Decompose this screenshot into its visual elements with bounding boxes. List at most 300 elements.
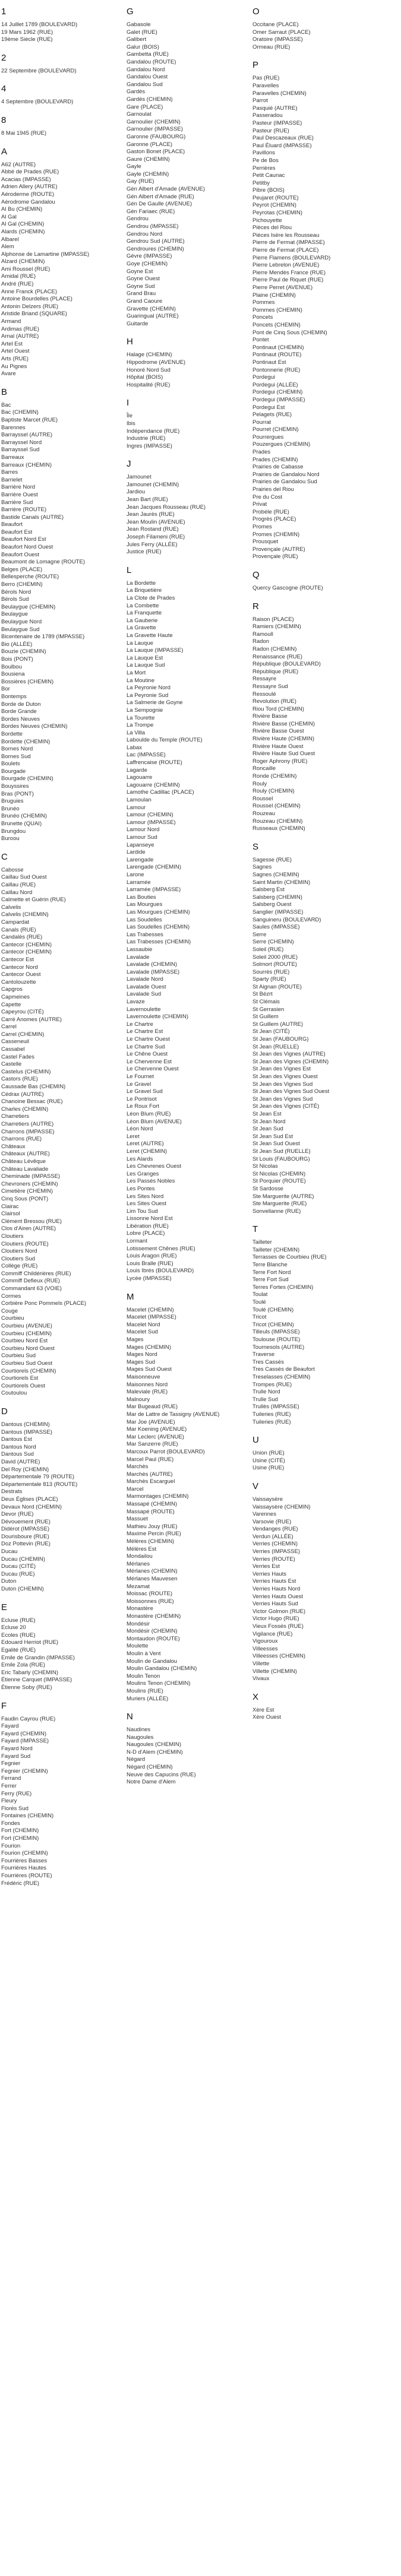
street-entry[interactable]: Courbieu (AVENUE) — [1, 1323, 52, 1330]
street-entry[interactable]: 8 Mai 1945 (RUE) — [1, 129, 47, 137]
street-entry[interactable]: La Peyronie Nord — [127, 685, 170, 692]
street-entry[interactable]: Promes — [252, 524, 272, 530]
street-entry[interactable]: Coutoulou — [1, 1390, 27, 1397]
street-entry[interactable]: Xère Est — [252, 1706, 274, 1713]
street-entry[interactable]: Le Pontrisot — [127, 1095, 157, 1102]
street-entry[interactable]: Sparty (RUE) — [252, 976, 286, 983]
street-entry[interactable]: Tailleter — [252, 1239, 272, 1246]
street-entry[interactable]: Cormes — [1, 1292, 21, 1300]
street-entry[interactable]: Brunéo (CHEMIN) — [1, 813, 48, 820]
street-entry[interactable]: Mar de Lattre de Tassigny (AVENUE) — [127, 1411, 220, 1418]
street-entry[interactable]: Perrières — [252, 164, 276, 172]
street-entry[interactable]: Le Chervenne Ouest — [127, 1066, 179, 1073]
street-entry[interactable]: Beaufort — [1, 521, 23, 528]
street-entry[interactable]: La Lauque — [127, 639, 153, 647]
street-entry[interactable]: Larramée — [127, 879, 151, 886]
street-entry[interactable]: Vigilance (RUE) — [252, 1630, 293, 1637]
street-entry[interactable]: Les Passés Nobles — [127, 1178, 175, 1185]
street-entry[interactable]: Dantous Est — [1, 1436, 32, 1443]
street-entry[interactable]: Verries Hauts — [252, 1570, 287, 1577]
street-entry[interactable]: Indépendance (RUE) — [127, 427, 180, 435]
street-entry[interactable]: Prairies de Gandalou Sud — [252, 479, 317, 486]
street-entry[interactable]: Al Bu (CHEMIN) — [1, 206, 43, 213]
street-entry[interactable]: Pichouyette — [252, 217, 282, 224]
street-entry[interactable]: Grand Brau — [127, 290, 156, 297]
street-entry[interactable]: Trompes (RUE) — [252, 1381, 292, 1388]
street-entry[interactable]: Louis Ibrès (BOULEVARD) — [127, 1268, 194, 1275]
street-entry[interactable]: Négard (CHEMIN) — [127, 1764, 173, 1771]
street-entry[interactable]: Bac (CHEMIN) — [1, 409, 39, 416]
street-entry[interactable]: Edouard Herriot (RUE) — [1, 1639, 59, 1646]
street-entry[interactable]: St Jean des Vignes Sud — [252, 1095, 313, 1102]
street-entry[interactable]: Marcel — [127, 1485, 144, 1493]
street-entry[interactable]: Ramoull — [252, 630, 273, 638]
street-entry[interactable]: St Jean Sud Ouest — [252, 1140, 300, 1148]
street-entry[interactable]: Courbieu Sud Ouest — [1, 1360, 53, 1367]
street-entry[interactable]: Gayle — [127, 163, 141, 170]
street-entry[interactable]: Commandant 63 (VOIE) — [1, 1285, 62, 1292]
street-entry[interactable]: Progrès (PLACE) — [252, 516, 296, 523]
street-entry[interactable]: Moissac (ROUTE) — [127, 1590, 173, 1598]
street-entry[interactable]: André (RUE) — [1, 281, 34, 288]
street-entry[interactable]: Cloutiers Nord — [1, 1248, 37, 1255]
street-entry[interactable]: Verries Hauts Sud — [252, 1601, 298, 1608]
street-entry[interactable]: Duton — [1, 1578, 17, 1585]
street-entry[interactable]: St Jean Sud — [252, 1126, 283, 1133]
street-entry[interactable]: David (AUTRE) — [1, 1458, 40, 1465]
street-entry[interactable]: Hospitalité (RUE) — [127, 381, 170, 388]
street-entry[interactable]: Gendrou (IMPASSE) — [127, 223, 179, 230]
street-entry[interactable]: Mages Sud Ouest — [127, 1366, 172, 1373]
street-entry[interactable]: Cédrax (AUTRE) — [1, 1091, 44, 1098]
street-entry[interactable]: Cimetière (CHEMIN) — [1, 1188, 53, 1195]
street-entry[interactable]: Lavernoulette (CHEMIN) — [127, 1013, 189, 1021]
street-entry[interactable]: Rivière Basse — [252, 713, 288, 720]
street-entry[interactable]: Paul Descazeaux (RUE) — [252, 135, 314, 142]
street-entry[interactable]: Fourrières (ROUTE) — [1, 1872, 52, 1880]
street-entry[interactable]: Courbieu — [1, 1315, 24, 1322]
street-entry[interactable]: Xère Ouest — [252, 1714, 282, 1721]
street-entry[interactable]: Beulaygue Nord — [1, 619, 42, 625]
street-entry[interactable]: La Lauque Est — [127, 654, 163, 661]
street-entry[interactable]: Industrie (RUE) — [127, 435, 166, 442]
street-entry[interactable]: Mar Koening (AVENUE) — [127, 1426, 187, 1433]
street-entry[interactable]: Barrayssel Sud — [1, 446, 40, 454]
street-entry[interactable]: Mages Nord — [127, 1351, 157, 1358]
street-entry[interactable]: La Mort — [127, 669, 146, 676]
street-entry[interactable]: Tres Cassés — [252, 1358, 284, 1365]
street-entry[interactable]: Laffrencaise (ROUTE) — [127, 759, 182, 766]
street-entry[interactable]: Bérols Sud — [1, 596, 29, 603]
street-entry[interactable]: Varsovie (RUE) — [252, 1518, 292, 1525]
street-entry[interactable]: Pas (RUE) — [252, 75, 280, 82]
street-entry[interactable]: Neuve des Capucins (RUE) — [127, 1771, 196, 1778]
street-entry[interactable]: Jardiou — [127, 489, 146, 496]
street-entry[interactable]: Usine (CITÉ) — [252, 1457, 285, 1464]
street-entry[interactable]: Lagouarre (CHEMIN) — [127, 781, 180, 788]
street-entry[interactable]: La Peyronie Sud — [127, 692, 169, 699]
street-entry[interactable]: Verries Hauts Ouest — [252, 1593, 304, 1600]
street-entry[interactable]: Bourgade — [1, 768, 26, 775]
street-entry[interactable]: Plaine (CHEMIN) — [252, 291, 296, 299]
street-entry[interactable]: Lavaze — [127, 999, 145, 1006]
street-entry[interactable]: Moissonnes (RUE) — [127, 1598, 174, 1605]
street-entry[interactable]: Courbieu (CHEMIN) — [1, 1330, 52, 1337]
street-entry[interactable]: Las Trabesses (CHEMIN) — [127, 939, 191, 946]
street-entry[interactable]: Barrielet — [1, 476, 23, 483]
street-entry[interactable]: Cantecor Nord — [1, 964, 38, 971]
street-entry[interactable]: République (BOULEVARD) — [252, 661, 321, 668]
street-entry[interactable]: Monastère (CHEMIN) — [127, 1612, 181, 1620]
street-entry[interactable]: Bordette (CHEMIN) — [1, 738, 50, 745]
street-entry[interactable]: Lavalade Nord — [127, 976, 163, 983]
street-entry[interactable]: Treselasses (CHEMIN) — [252, 1373, 311, 1380]
street-entry[interactable]: Malnoury — [127, 1396, 150, 1403]
street-entry[interactable]: Marchès Escarguel — [127, 1478, 175, 1485]
street-entry[interactable]: Peyrot (CHEMIN) — [252, 202, 296, 209]
street-entry[interactable]: Fondes — [1, 1820, 20, 1827]
street-entry[interactable]: Artel Est — [1, 340, 23, 347]
street-entry[interactable]: Maisonneuve — [127, 1373, 160, 1380]
street-entry[interactable]: Devor (RUE) — [1, 1511, 34, 1518]
street-entry[interactable]: Renaissance (RUE) — [252, 653, 302, 660]
street-entry[interactable]: Lamothe Cadillac (PLACE) — [127, 789, 194, 796]
street-entry[interactable]: Mar Bugeaud (RUE) — [127, 1403, 178, 1411]
street-entry[interactable]: Gén Albert d'Amade (RUE) — [127, 193, 194, 200]
street-entry[interactable]: Lobre (PLACE) — [127, 1230, 165, 1237]
street-entry[interactable]: Carrel (CHEMIN) — [1, 1031, 45, 1038]
street-entry[interactable]: Le Chêne Ouest — [127, 1051, 168, 1058]
street-entry[interactable]: Privat — [252, 501, 267, 508]
street-entry[interactable]: 19ème Siècle (RUE) — [1, 36, 53, 43]
street-entry[interactable]: Pasquié (AUTRE) — [252, 104, 298, 112]
street-entry[interactable]: Caillau Sud Ouest — [1, 874, 47, 881]
street-entry[interactable]: Prairies del Riou — [252, 486, 294, 493]
street-entry[interactable]: Ste Marguerite (AUTRE) — [252, 1193, 314, 1200]
street-entry[interactable]: Moulette — [127, 1643, 149, 1650]
street-entry[interactable]: Beaufort Nord Est — [1, 536, 46, 543]
street-entry[interactable]: Ducau (RUE) — [1, 1570, 35, 1577]
street-entry[interactable]: Galur (BOIS) — [127, 43, 159, 50]
street-entry[interactable]: Mezamat — [127, 1583, 150, 1590]
street-entry[interactable]: Las Mourgues — [127, 901, 163, 908]
street-entry[interactable]: Le Chartre Sud — [127, 1043, 165, 1050]
street-entry[interactable]: N-D d'Alem (CHEMIN) — [127, 1748, 183, 1756]
street-entry[interactable]: Bordes Neuves — [1, 715, 40, 723]
street-entry[interactable]: Bouzie (CHEMIN) — [1, 648, 46, 655]
street-entry[interactable]: Villeesses — [252, 1645, 278, 1652]
street-entry[interactable]: Prades (CHEMIN) — [252, 456, 298, 463]
street-entry[interactable]: Vaissaysère (CHEMIN) — [252, 1503, 311, 1510]
street-entry[interactable]: St Jean (FAUBOURG) — [252, 1036, 309, 1043]
street-entry[interactable]: Clairac — [1, 1203, 19, 1210]
street-entry[interactable]: Cloutiers (ROUTE) — [1, 1240, 49, 1247]
street-entry[interactable]: Gandalou Ouest — [127, 74, 168, 81]
street-entry[interactable]: Bois (PONT) — [1, 655, 33, 663]
street-entry[interactable]: Naudines — [127, 1726, 151, 1734]
street-entry[interactable]: Roussel — [252, 795, 273, 802]
street-entry[interactable]: Île — [127, 413, 133, 420]
street-entry[interactable]: Toulé — [252, 1299, 266, 1306]
street-entry[interactable]: St Nicolas — [252, 1163, 278, 1170]
street-entry[interactable]: Casseneuil — [1, 1038, 29, 1045]
street-entry[interactable]: Cinq Sous (PONT) — [1, 1195, 49, 1202]
street-entry[interactable]: St Gerrasien — [252, 1006, 285, 1013]
street-entry[interactable]: Vivaux — [252, 1675, 270, 1683]
street-entry[interactable]: Baptiste Marcet (RUE) — [1, 416, 58, 423]
street-entry[interactable]: Notre Dame d'Alem — [127, 1779, 176, 1786]
street-entry[interactable]: Prades — [252, 449, 271, 456]
street-entry[interactable]: Carrel — [1, 1024, 17, 1031]
street-entry[interactable]: St Guillem (AUTRE) — [252, 1021, 303, 1028]
street-entry[interactable]: Pierre de Fermat (IMPASSE) — [252, 239, 325, 246]
street-entry[interactable]: La Villa — [127, 729, 145, 736]
street-entry[interactable]: Fayard Sud — [1, 1753, 31, 1760]
street-entry[interactable]: Mondésir (CHEMIN) — [127, 1628, 178, 1635]
street-entry[interactable]: Bor — [1, 686, 10, 693]
street-entry[interactable]: Fayard (CHEMIN) — [1, 1730, 47, 1737]
street-entry[interactable]: Fegnier (CHEMIN) — [1, 1767, 48, 1775]
street-entry[interactable]: Gén Albert d'Amade (AVENUE) — [127, 186, 206, 193]
street-entry[interactable]: Garonne (PLACE) — [127, 141, 173, 148]
street-entry[interactable]: Rivière Basse Ouest — [252, 728, 304, 735]
street-entry[interactable]: Castelle — [1, 1061, 22, 1068]
street-entry[interactable]: Garnoulier (CHEMIN) — [127, 118, 181, 125]
street-entry[interactable]: Châteaux — [1, 1143, 26, 1150]
street-entry[interactable]: Moulin Tenon — [127, 1672, 160, 1680]
street-entry[interactable]: Alem — [1, 243, 14, 251]
street-entry[interactable]: Boulbou — [1, 663, 22, 670]
street-entry[interactable]: Pont de Cinq Sous (CHEMIN) — [252, 329, 327, 336]
street-entry[interactable]: Courtiorels (CHEMIN) — [1, 1367, 56, 1374]
street-entry[interactable]: Rivière Haute Ouest — [252, 743, 304, 750]
street-entry[interactable]: Vaissaysère — [252, 1495, 283, 1503]
street-entry[interactable]: Rouzeau (CHEMIN) — [252, 818, 303, 825]
street-entry[interactable]: Lassaubie — [127, 946, 153, 953]
street-entry[interactable]: Barreaux — [1, 454, 24, 461]
street-entry[interactable]: Caillau (RUE) — [1, 882, 36, 888]
street-entry[interactable]: Dévouement (RUE) — [1, 1518, 50, 1525]
street-entry[interactable]: Cantolouzette — [1, 978, 36, 986]
street-entry[interactable]: Gendrou Sud (AUTRE) — [127, 238, 185, 245]
street-entry[interactable]: Cantecor Est — [1, 956, 34, 963]
street-entry[interactable]: Ibis — [127, 420, 135, 427]
street-entry[interactable]: Châteaux (AUTRE) — [1, 1151, 50, 1158]
street-entry[interactable]: Gén Fariaec (RUE) — [127, 208, 175, 215]
street-entry[interactable]: Pierre Flamens (BOULEVARD) — [252, 254, 331, 261]
street-entry[interactable]: Brungdou — [1, 828, 26, 835]
street-entry[interactable]: Calvelis (CHEMIN) — [1, 911, 49, 918]
street-entry[interactable]: Pontinaut (CHEMIN) — [252, 344, 304, 351]
street-entry[interactable]: Soleil (RUE) — [252, 946, 284, 953]
street-entry[interactable]: Pontinaut Est — [252, 359, 286, 366]
street-entry[interactable]: Verdun (ALLÉE) — [252, 1533, 293, 1540]
street-entry[interactable]: Massapé (ROUTE) — [127, 1508, 175, 1515]
street-entry[interactable]: Guitarde — [127, 320, 149, 327]
street-entry[interactable]: Beaufort Nord Ouest — [1, 544, 53, 551]
street-entry[interactable]: Mondailou — [127, 1553, 153, 1560]
street-entry[interactable]: Emile de Grandin (IMPASSE) — [1, 1654, 75, 1661]
street-entry[interactable]: Ducau (CITÉ) — [1, 1563, 36, 1570]
street-entry[interactable]: Leret — [127, 1133, 140, 1140]
street-entry[interactable]: Promes (CHEMIN) — [252, 531, 300, 538]
street-entry[interactable]: Quercy Gascogne (ROUTE) — [252, 584, 323, 591]
street-entry[interactable]: Joseph Filameni (RUE) — [127, 534, 185, 541]
street-entry[interactable]: Revolution (RUE) — [252, 698, 296, 705]
street-entry[interactable]: Bouyssires — [1, 783, 29, 790]
street-entry[interactable]: Prairies de Gandalou Nord — [252, 471, 320, 478]
street-entry[interactable]: Halage (CHEMIN) — [127, 351, 172, 359]
street-entry[interactable]: Étienne Soby (RUE) — [1, 1684, 52, 1691]
street-entry[interactable]: Pibre (BOIS) — [252, 187, 285, 194]
street-entry[interactable]: Sanglier (IMPASSE) — [252, 908, 304, 915]
street-entry[interactable]: Les Granges — [127, 1170, 159, 1177]
street-entry[interactable]: Lavalade Ouest — [127, 983, 166, 990]
street-entry[interactable]: Lamour Nord — [127, 826, 160, 834]
street-entry[interactable]: Labax — [127, 744, 142, 751]
street-entry[interactable]: Peyrotas (CHEMIN) — [252, 210, 302, 217]
street-entry[interactable]: Goyne Sud — [127, 283, 155, 290]
street-entry[interactable]: Trulle Nord — [252, 1389, 280, 1396]
street-entry[interactable]: Moulin Gandalou (CHEMIN) — [127, 1665, 197, 1672]
street-entry[interactable]: Fort (CHEMIN) — [1, 1835, 39, 1842]
street-entry[interactable]: Trullès (IMPASSE) — [252, 1403, 299, 1411]
street-entry[interactable]: Pordegui (CHEMIN) — [252, 389, 303, 396]
street-entry[interactable]: Pierre Paul de Riquet (RUE) — [252, 277, 324, 284]
street-entry[interactable]: Cheminade (IMPASSE) — [1, 1173, 61, 1180]
street-entry[interactable]: A62 (AUTRE) — [1, 161, 36, 168]
street-entry[interactable]: Villette — [252, 1660, 270, 1667]
street-entry[interactable]: Arnal (AUTRE) — [1, 333, 39, 340]
street-entry[interactable]: Provençale (AUTRE) — [252, 546, 305, 553]
street-entry[interactable]: Gabasole — [127, 21, 151, 28]
street-entry[interactable]: Macelet (CHEMIN) — [127, 1306, 174, 1313]
street-entry[interactable]: Garnoulier (IMPASSE) — [127, 126, 183, 133]
street-entry[interactable]: Pontonnerie (RUE) — [252, 366, 301, 373]
street-entry[interactable]: Mages — [127, 1336, 144, 1343]
street-entry[interactable]: Massuet — [127, 1516, 148, 1523]
street-entry[interactable]: Caillau Nord — [1, 889, 33, 896]
street-entry[interactable]: Pourrat — [252, 419, 271, 426]
street-entry[interactable]: Ardimas (RUE) — [1, 325, 39, 332]
street-entry[interactable]: Ste Marguerite (RUE) — [252, 1200, 307, 1208]
street-entry[interactable]: La Gravette — [127, 625, 156, 632]
street-entry[interactable]: Muriers (ALLÉE) — [127, 1695, 169, 1702]
street-entry[interactable]: Commiff Childérières (RUE) — [1, 1270, 71, 1277]
street-entry[interactable]: Lamour (IMPASSE) — [127, 819, 176, 826]
street-entry[interactable]: Cassabel — [1, 1046, 25, 1053]
street-entry[interactable]: Salsberg (CHEMIN) — [252, 893, 302, 901]
street-entry[interactable]: Clément Bressou (RUE) — [1, 1218, 62, 1225]
street-entry[interactable]: Bordette — [1, 730, 23, 737]
street-entry[interactable]: Las Soudelles — [127, 916, 162, 923]
street-entry[interactable]: Tailleter (CHEMIN) — [252, 1246, 300, 1253]
street-entry[interactable]: Solmort (ROUTE) — [252, 961, 297, 968]
street-entry[interactable]: Petit Caunac — [252, 172, 285, 179]
street-entry[interactable]: Deux Églises (PLACE) — [1, 1495, 58, 1503]
street-entry[interactable]: Borde Grande — [1, 708, 37, 715]
street-entry[interactable]: Clairsol — [1, 1211, 20, 1218]
street-entry[interactable]: Fourrières Basses — [1, 1857, 48, 1864]
street-entry[interactable]: 22 Septembre (BOULEVARD) — [1, 67, 77, 74]
street-entry[interactable]: Jean Moulin (AVENUE) — [127, 518, 185, 525]
street-entry[interactable]: Castel Fades — [1, 1053, 34, 1060]
street-entry[interactable]: Pavillons — [252, 150, 276, 157]
street-entry[interactable]: Mar Joe (AVENUE) — [127, 1418, 175, 1425]
street-entry[interactable]: Bossières (CHEMIN) — [1, 678, 54, 685]
street-entry[interactable]: Aristide Briand (SQUARE) — [1, 310, 67, 318]
street-entry[interactable]: Maisonnes Nord — [127, 1381, 168, 1388]
street-entry[interactable]: Roger Aphrony (RUE) — [252, 758, 308, 765]
street-entry[interactable]: Honoré Nord Sud — [127, 366, 170, 373]
street-entry[interactable]: Leret (AUTRE) — [127, 1140, 164, 1148]
street-entry[interactable]: Castors (RUE) — [1, 1076, 38, 1083]
street-entry[interactable]: Capette — [1, 1001, 21, 1008]
street-entry[interactable]: Fort (CHEMIN) — [1, 1827, 39, 1834]
street-entry[interactable]: Bordes Neuves (CHEMIN) — [1, 723, 68, 730]
street-entry[interactable]: Naugoules (CHEMIN) — [127, 1741, 181, 1748]
street-entry[interactable]: Galibert — [127, 36, 147, 43]
street-entry[interactable]: Rouly (CHEMIN) — [252, 788, 295, 795]
street-entry[interactable]: Emile Zola (RUE) — [1, 1662, 45, 1669]
street-entry[interactable]: Moulins (RUE) — [127, 1687, 163, 1694]
street-entry[interactable]: Gay (RUE) — [127, 178, 154, 185]
street-entry[interactable]: Gendroures (CHEMIN) — [127, 245, 184, 252]
street-entry[interactable]: Fleury — [1, 1798, 17, 1805]
street-entry[interactable]: Antonin Delzers (RUE) — [1, 303, 59, 310]
street-entry[interactable]: Lamour (CHEMIN) — [127, 812, 173, 819]
street-entry[interactable]: Verries (IMPASSE) — [252, 1548, 301, 1555]
street-entry[interactable]: Ressayre — [252, 676, 277, 683]
street-entry[interactable]: La Lauque Sud — [127, 662, 165, 669]
street-entry[interactable]: Dantous Sud — [1, 1451, 34, 1458]
street-entry[interactable]: Gaston Bonet (PLACE) — [127, 148, 185, 156]
street-entry[interactable]: Marmontages (CHEMIN) — [127, 1493, 189, 1500]
street-entry[interactable]: Alzard (CHEMIN) — [1, 258, 45, 265]
street-entry[interactable]: Gardès — [127, 88, 146, 96]
street-entry[interactable]: Mérlanes Mauvesen — [127, 1576, 178, 1582]
street-entry[interactable]: La Gravette Haute — [127, 632, 173, 639]
street-entry[interactable]: Lagouarre — [127, 774, 153, 781]
street-entry[interactable]: Egalité (RUE) — [1, 1647, 36, 1653]
street-entry[interactable]: Bio (ALLÉE) — [1, 641, 33, 648]
street-entry[interactable]: Ecluse (RUE) — [1, 1617, 36, 1624]
street-entry[interactable]: Larengade (CHEMIN) — [127, 864, 181, 871]
street-entry[interactable]: St Nicolas (CHEMIN) — [252, 1170, 306, 1177]
street-entry[interactable]: Ingres (IMPASSE) — [127, 442, 172, 449]
street-entry[interactable]: Le Gravel — [127, 1081, 151, 1088]
street-entry[interactable]: Larramée (IMPASSE) — [127, 886, 181, 893]
street-entry[interactable]: Lycée (IMPASSE) — [127, 1275, 172, 1282]
street-entry[interactable]: Riou Tord (CHEMIN) — [252, 705, 304, 712]
street-entry[interactable]: Poncets (CHEMIN) — [252, 321, 301, 328]
street-entry[interactable]: Les Sites Ouest — [127, 1200, 167, 1208]
street-entry[interactable]: Couge — [1, 1307, 18, 1314]
street-entry[interactable]: Soleil 2000 (RUE) — [252, 953, 298, 961]
street-entry[interactable]: St Jean des Vignes (AUTRE) — [252, 1051, 326, 1058]
street-entry[interactable]: St Jean (RUELLE) — [252, 1043, 299, 1050]
street-entry[interactable]: Pontet — [252, 337, 269, 344]
street-entry[interactable]: Hippodrome (AVENUE) — [127, 359, 186, 366]
street-entry[interactable]: St Jean Sud (RUELLE) — [252, 1148, 311, 1155]
street-entry[interactable]: Pe de Bos — [252, 157, 279, 164]
street-entry[interactable]: Saint Martin (CHEMIN) — [252, 879, 311, 886]
street-entry[interactable]: St Jean (CITÉ) — [252, 1028, 290, 1035]
street-entry[interactable]: Sanguineru (BOULEVARD) — [252, 916, 321, 923]
street-entry[interactable]: Frédéric (RUE) — [1, 1880, 39, 1887]
street-entry[interactable]: St Jean Est — [252, 1110, 282, 1117]
street-entry[interactable]: Union (RUE) — [252, 1450, 285, 1457]
